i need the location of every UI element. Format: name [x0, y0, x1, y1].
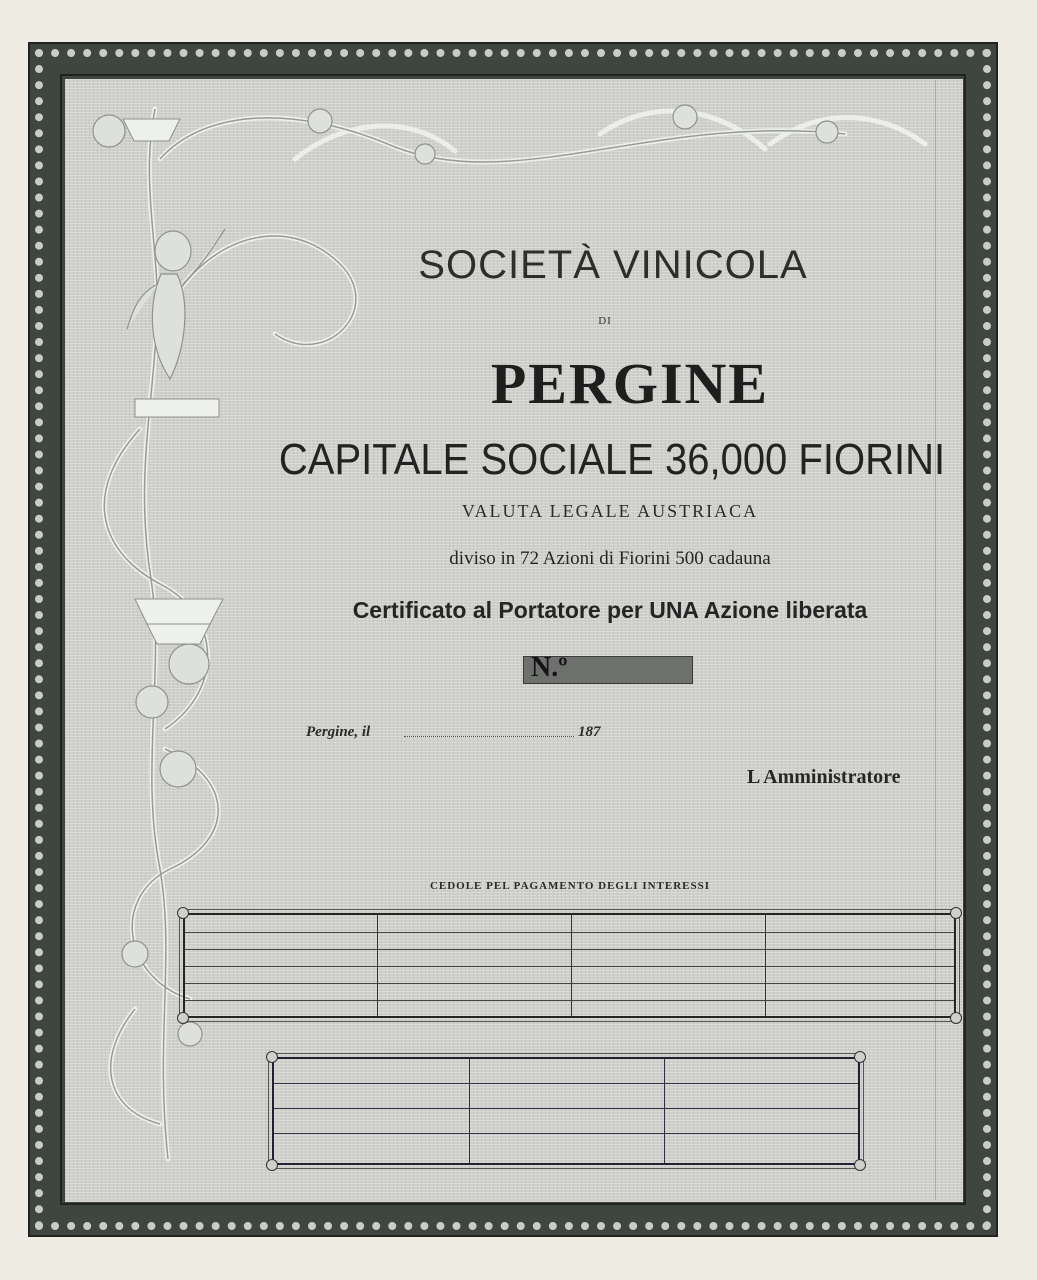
- share-capital: CAPITALE SOCIALE 36,000 FIORINI: [278, 436, 946, 484]
- coupon-table-upper: [183, 913, 956, 1018]
- currency-line: VALUTA LEGALE AUSTRIACA: [461, 501, 759, 521]
- town-name: PERGINE: [490, 351, 770, 416]
- connector-word: DI: [598, 315, 612, 327]
- year-prefix: 187: [578, 724, 601, 740]
- date-line: [404, 736, 574, 737]
- place-date-label: Pergine, il: [306, 724, 371, 740]
- administrator-signature-label: L Amministratore: [747, 766, 901, 788]
- coupon-table-lower: [272, 1057, 860, 1165]
- certificate-type: Certificato al Portatore per UNA Azione liberata: [352, 597, 868, 623]
- red-guide-line: [935, 80, 936, 1200]
- coupon-title: CEDOLE PEL PAGAMENTO DEGLI INTERESSI: [429, 880, 711, 892]
- share-division: diviso in 72 Azioni di Fiorini 500 cadauna: [449, 548, 771, 569]
- certificate-number-label: N.º: [531, 652, 568, 683]
- company-name: SOCIETÀ VINICOLA: [418, 243, 808, 287]
